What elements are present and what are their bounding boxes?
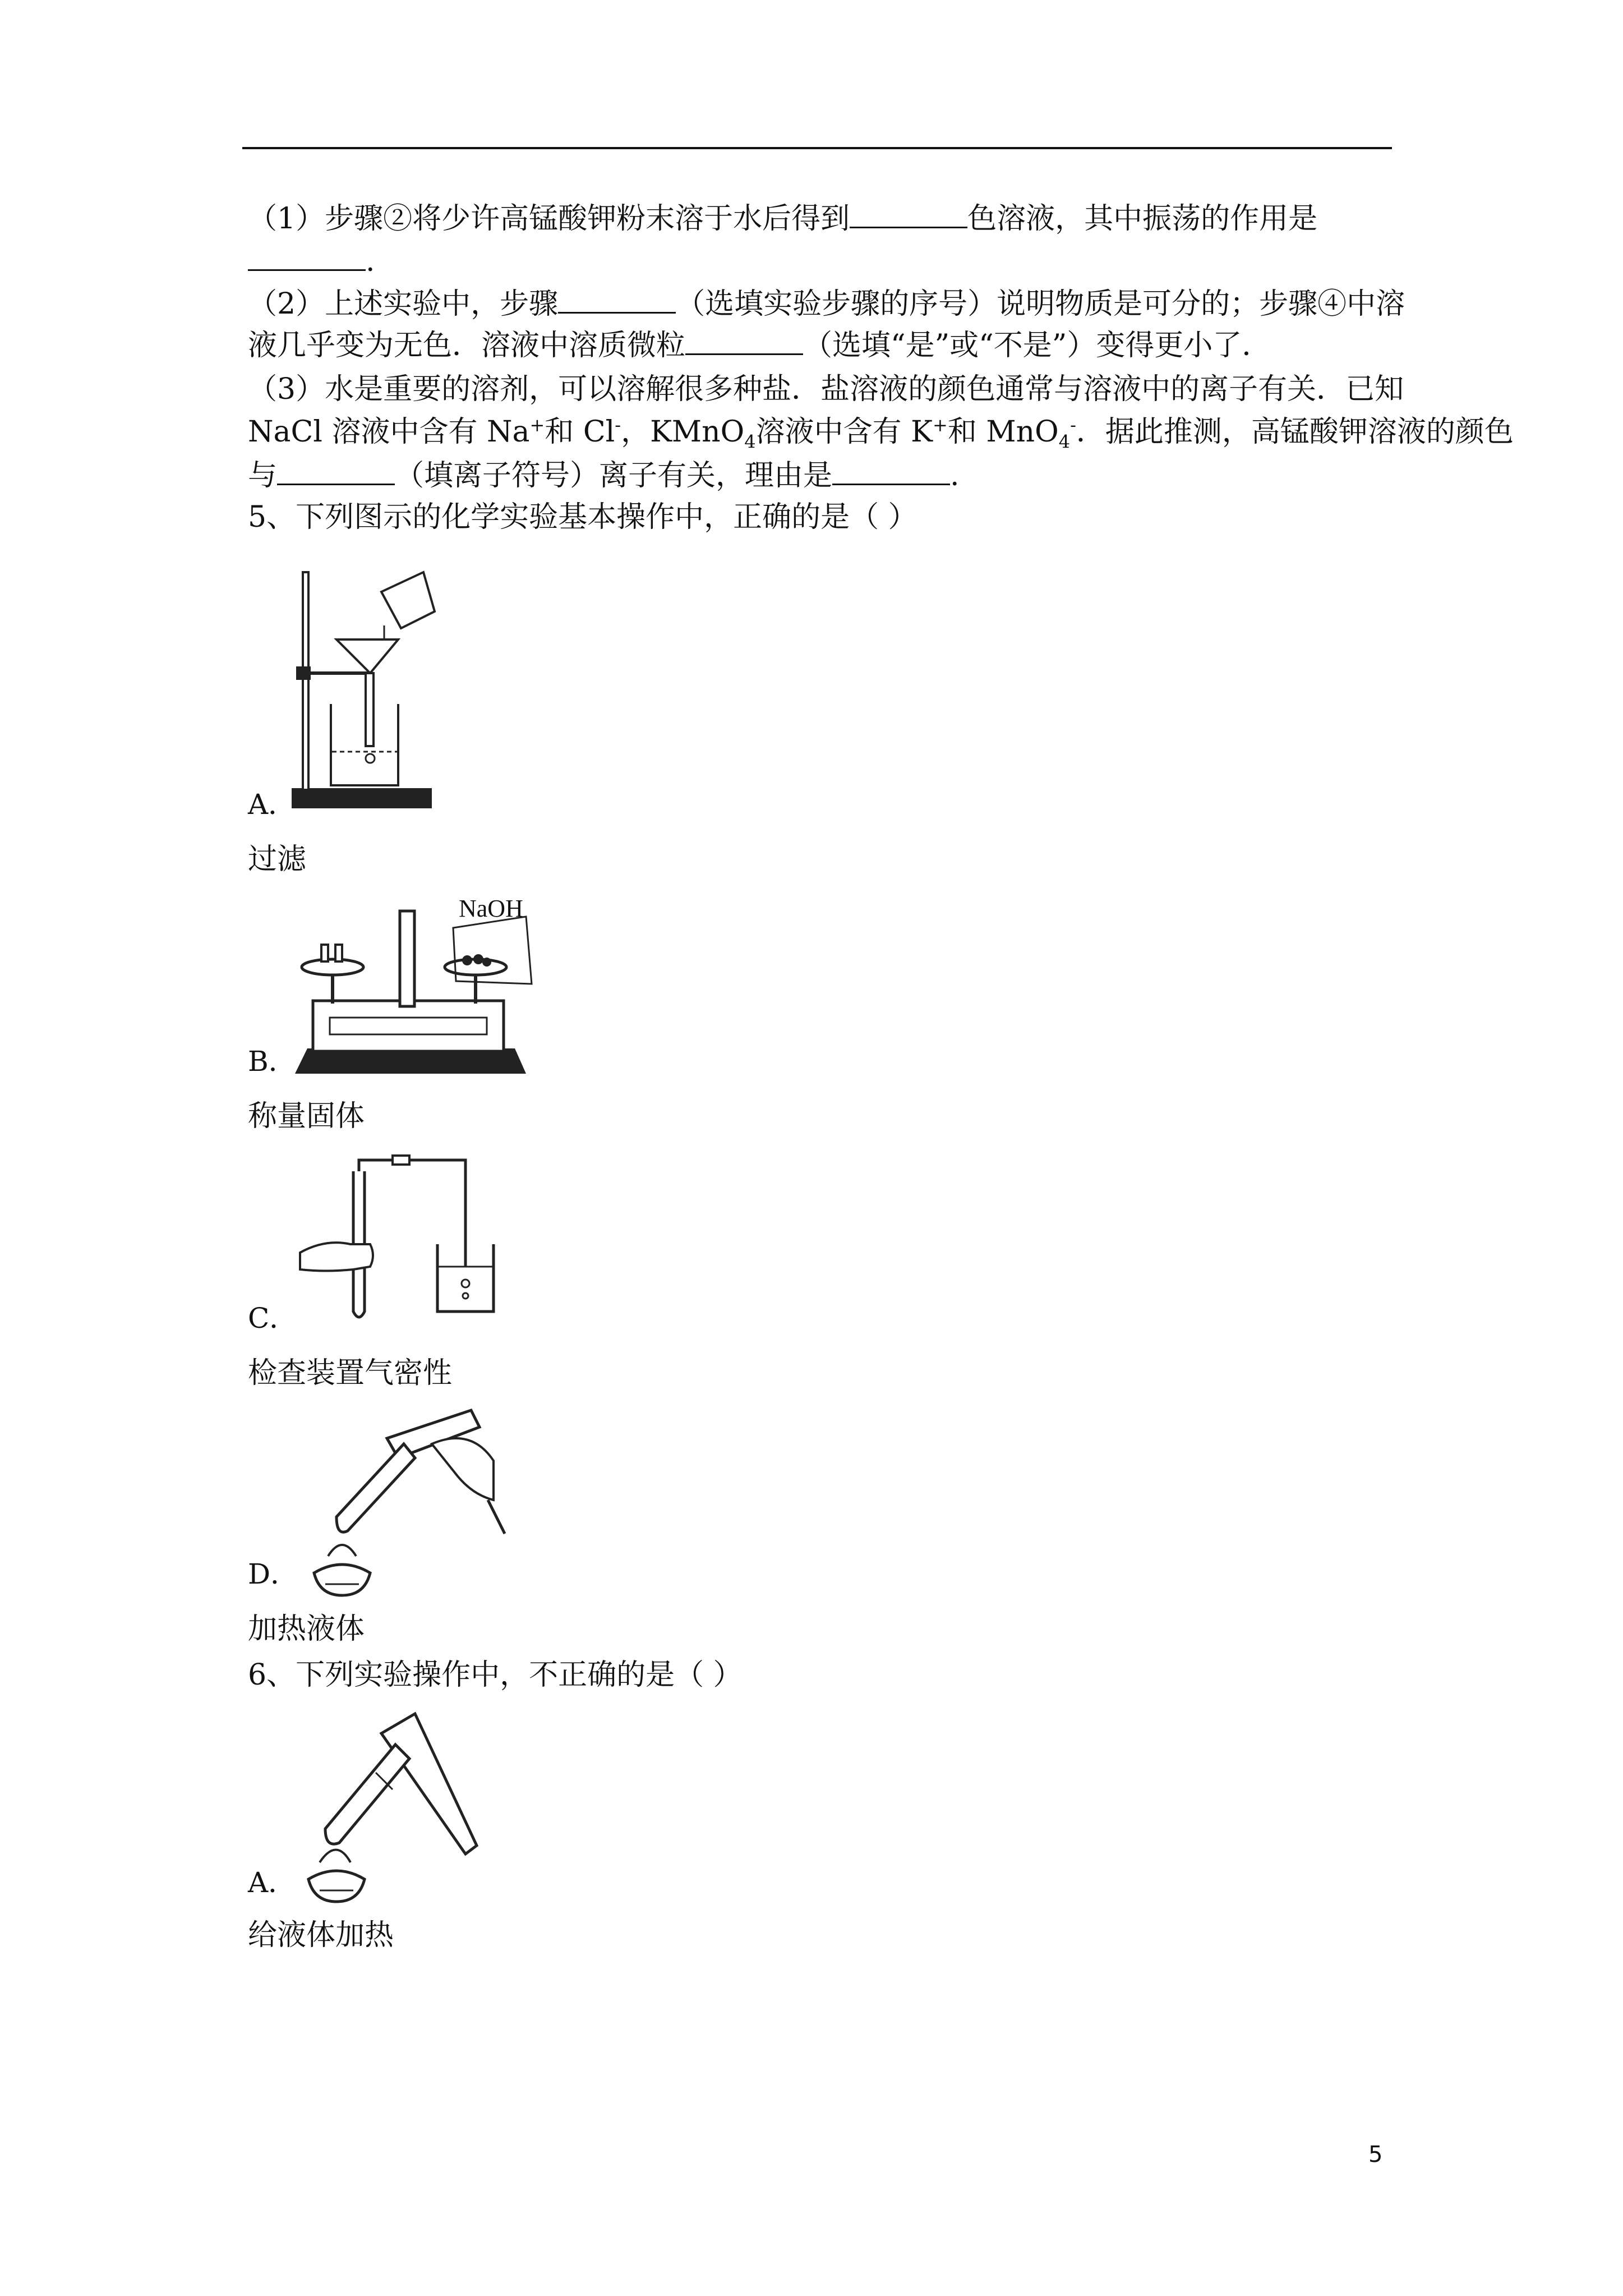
answer-blank <box>850 200 967 228</box>
q4-part1-line1: （1）步骤②将少许高锰酸钾粉末溶于水后得到 色溶液，其中振荡的作用是 <box>248 200 1317 237</box>
option-a-caption: 过滤 <box>248 843 307 876</box>
option-b-letter: B． <box>248 1045 297 1078</box>
option-d-letter: D． <box>248 1558 299 1590</box>
filtration-figure <box>286 561 437 813</box>
heating-liquid-figure <box>303 1405 516 1607</box>
q4-part2-line1: （2）上述实验中，步骤 （选填实验步骤的序号）说明物质是可分的；步骤④中溶 <box>248 285 1405 322</box>
option-c-caption: 检查装置气密性 <box>248 1356 453 1390</box>
q4-part2-line2: 液几乎变为无色．溶液中溶质微粒 （选填“是”或“不是”）变得更小了． <box>248 326 1271 364</box>
q4-part1-line2: . <box>248 242 375 279</box>
option-d-caption: 加热液体 <box>248 1612 365 1646</box>
answer-blank <box>832 457 950 485</box>
header-rule <box>242 147 1392 149</box>
naoh-label: NaOH <box>459 895 523 922</box>
q4-part3-line2: NaCl 溶液中含有 Na+和 Cl-，KMnO$_4$溶液中含有 K+和 MnO$_4$-．据此推测，高锰酸钾溶液的颜色 <box>248 414 1514 453</box>
page-number: 5 <box>1368 2142 1383 2168</box>
q4-part3-line1: （3）水是重要的溶剂，可以溶解很多种盐．盐溶液的颜色通常与溶液中的离子有关．已知 <box>248 372 1404 406</box>
answer-blank <box>685 326 803 355</box>
airtightness-figure <box>297 1154 533 1328</box>
q6-option-a-caption: 给液体加热 <box>248 1918 394 1952</box>
option-c-letter: C． <box>248 1302 298 1335</box>
q6-stem: 6、下列实验操作中，不正确的是（ ） <box>248 1658 743 1692</box>
answer-blank <box>558 285 676 314</box>
option-b-caption: 称量固体 <box>248 1099 365 1133</box>
balance-figure <box>291 889 537 1085</box>
q5-stem: 5、下列图示的化学实验基本操作中，正确的是（ ） <box>248 500 917 534</box>
q6-option-a-letter: A． <box>248 1866 297 1899</box>
q4-part3-line3: 与 （填离子符号）离子有关，理由是 . <box>248 457 960 494</box>
heating-liquid-figure-q6 <box>303 1711 482 1907</box>
answer-blank <box>277 457 395 485</box>
answer-blank <box>248 242 366 271</box>
option-a-letter: A． <box>248 788 297 821</box>
